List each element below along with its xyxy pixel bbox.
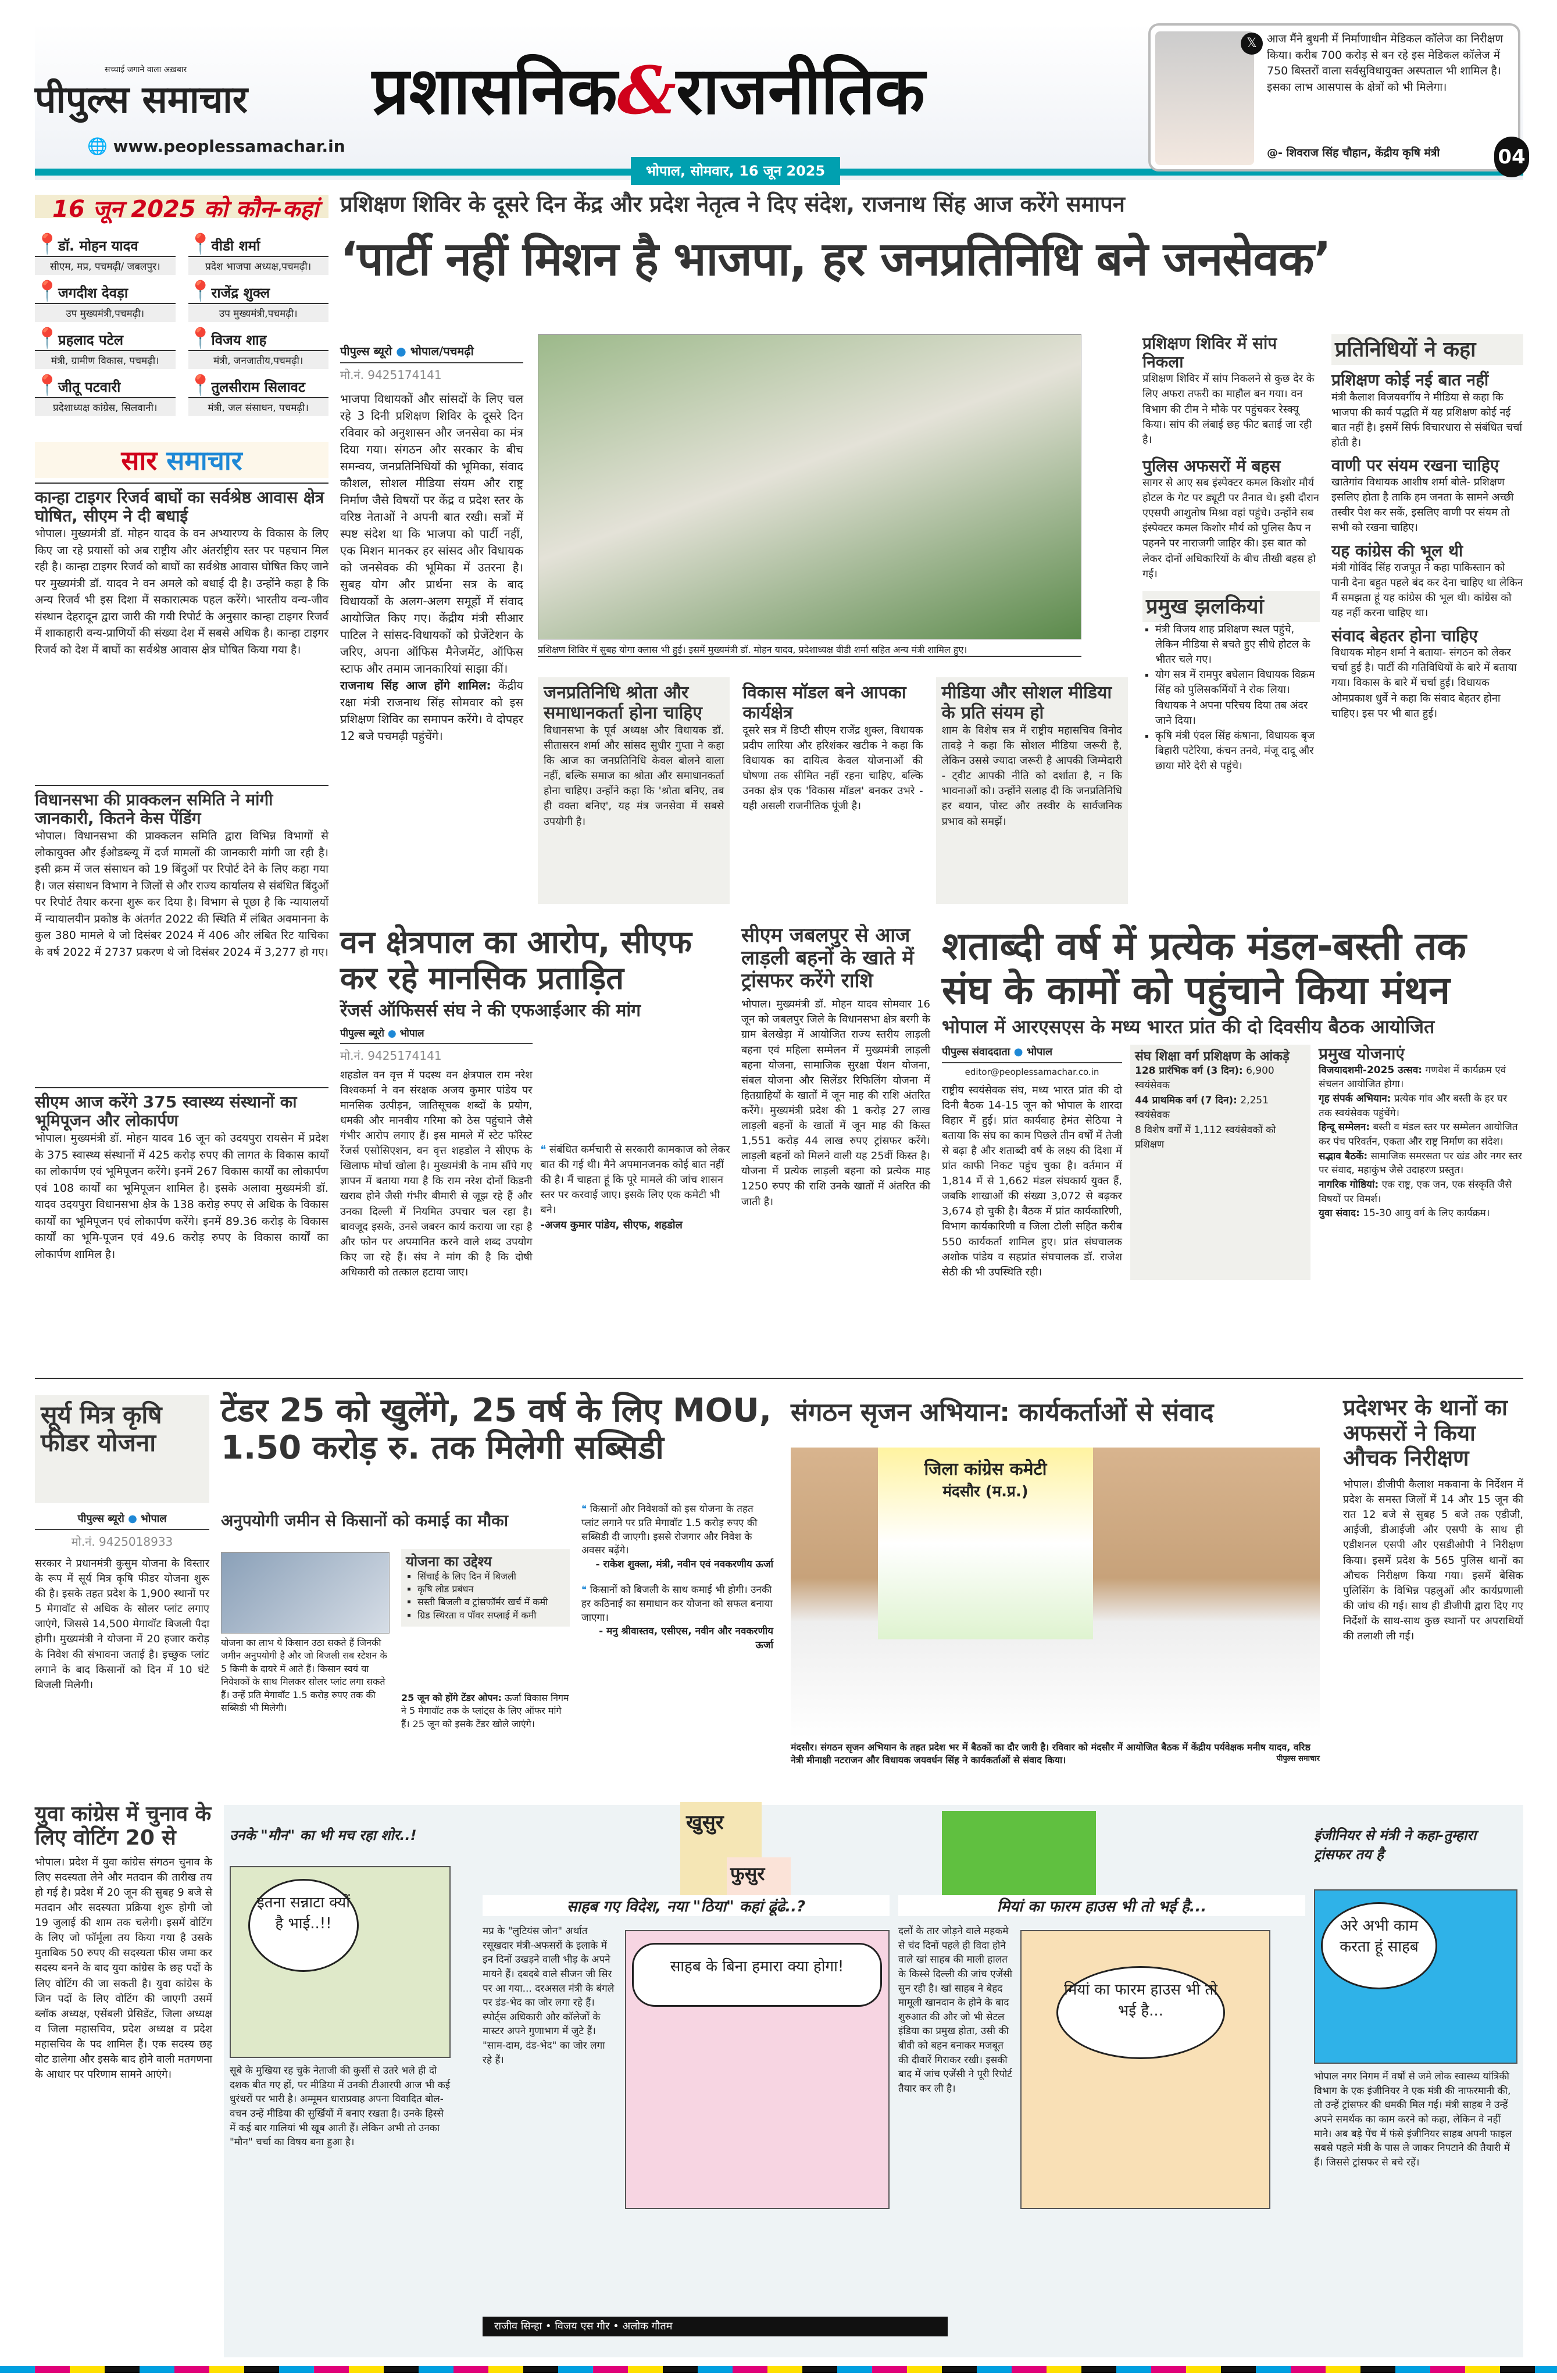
mobile: मो.नं. 9425174141 <box>340 368 442 382</box>
reps-list <box>1331 371 1523 721</box>
rep-item: प्रशिक्षण कोई नई बात नहीं मंत्री कैलाश विजयवर्गीय ने मीडिया से कहा कि भाजपा की कार्य पद्धति में यह प्रशिक्षण कोई नई बात नहीं है। इसमें सिर्फ विचारधारा से संबंधित चर्चा होती है। <box>1331 370 1523 449</box>
side-title: प्रशिक्षण शिविर में सांप निकला <box>1142 334 1277 372</box>
side-body: प्रशिक्षण शिविर में सांप निकलने से कुछ देर के लिए अफरा तफरी का माहौल बन गया। वन विभाग की टीम ने मौके पर पहुंचकर रेस्क्यू किया। सांप की लंबाई छह फीट बताई जा रही है। <box>1142 373 1315 446</box>
cartoon: अरे अभी काम करता हूं साहब <box>1314 1889 1517 2064</box>
photo-caption: प्रशिक्षण शिविर में सुबह योगा क्लास भी हुई। इसमें मुख्यमंत्री डॉ. मोहन यादव, प्रदेशाध्यक्ष वीडी शर्मा सहित अन्य मंत्री शामिल हुए। <box>538 643 1081 657</box>
story-body: भोपाल। विधानसभा की प्राक्कलन समिति द्वारा विभिन्न विभागों से लोकायुक्त और ईओडब्ल्यू में दर्ज मामलों की जानकारी मांगी जा रही है। इसी क्रम में जल संसाधन को 19 बिंदुओं पर रिपोर्ट देने के लिए कहा गया है। जल संसाधन विभाग ने जिलों से और राज्य कार्यालय से संबंधित बिंदुओं पर रिपोर्ट तैयार करना शुरू कर दिया है। विभाग से पूछा है कि न्यायालयों में न्यायालयीन प्रकोष्ठ के अंतर्गत 2022 की स्थिति में लंबित अवमानना के कुल 380 मामले थे जो दिसंबर 2024 में 406 और लंबित रिट याचिका के वर्ष 2022 में 2737 प्रकरण थे जो दिसंबर 2024 में 3,277 हो गए। <box>35 830 328 959</box>
who-where-item: 📍वीडी शर्मा प्रदेश भाजपा अध्यक्ष,पचमढ़ी। <box>188 233 329 275</box>
who-where-item: 📍प्रहलाद पटेल मंत्री, ग्रामीण विकास, पचमढ़ी। <box>35 327 176 369</box>
globe-icon: 🌐 <box>87 137 113 156</box>
website-link[interactable]: 🌐 www.peoplessamachar.in <box>87 137 345 156</box>
headline: प्रदेशभर के थानों का अफसरों ने किया औचक निरीक्षण <box>1343 1395 1508 1471</box>
mobile: मो.नं. 9425174141 <box>340 1048 442 1063</box>
sar-story-3 <box>35 1087 328 1263</box>
quote: ❝ संबंधित कर्मचारी से सरकारी कामकाज को लेकर बात की गई थी। मैने अपमानजनक कोई बात नहीं की है। मैं चाहता हूं कि पूरे मामले की जांच शासन स्तर पर करवाई जाए। इसके लिए एक कमेटी भी बने। <box>540 1143 730 1217</box>
side-title: पुलिस अफसरों में बहस <box>1142 456 1281 476</box>
story-body: भाजपा विधायकों और सांसदों के लिए चल रहे 3 दिनी प्रशिक्षण शिविर के दूसरे दिन रविवार को अनुशासन और जनसेवा का मंत्र दिया गया। संगठन और सरकार के बीच समन्वय, जनप्रतिनिधियों की भूमिका, संवाद कौशल, सोशल मीडिया संयम और राष्ट्र निर्माण जैसे विषयों पर केंद्र व प्रदेश स्तर के वरिष्ठ नेताओं ने अपनी बात रखी। सत्रों में स्पष्ट संदेश था कि भाजपा को पार्टी नहीं, एक मिशन मानकर हर सांसद और विधायक को जनसेवक की भूमिका में उतरना है। सुबह योग और प्रार्थना सत्र के बाद विधायकों के अलग-अलग समूहों में संवाद आयोजित किए गए। केंद्रीय मंत्री सीआर पाटिल ने सांसद-विधायकों को प्रेजेंटेशन के जरिए, अपना ऑफिस मैनेजमेंट, ऑफिस स्टाफ और तमाम जानकारियां साझा कीं। <box>340 392 523 676</box>
tweet-author: @- शिवराज सिंह चौहान, केंद्रीय कृषि मंत्री <box>1267 146 1440 159</box>
headline: सीएम आज करेंगे 375 स्वास्थ्य संस्थानों का भूमिपूजन और लोकार्पण <box>35 1087 328 1130</box>
gossip-item: मियां का फारम हाउस भी तो भई है... दलों के तार जोड़ने वाले महकमे से चंद दिनों पहले ही विदा होने वाले खां साहब की माली हालत के किस्से दिल्ली की जांच एजेंसी सुन रही है। खां साहब ने बेहद मामूली खानदान के होने के बाद शुरुआत की और जो भी सेटल इंडिया का प्रमुख होता, उसी की बीवी को बहन बनाकर मजबूत की दीवारें गिराकर रखी। इसकी बाद में जांच एजेंसी ने पूरी रिपोर्ट तैयार कर ली है। मियां का फारम हाउस भी तो भई है... <box>898 1895 1305 1916</box>
location-pin-icon: 📍 <box>35 374 60 397</box>
cartoon: साहब के बिना हमारा क्या होगा! <box>625 1930 890 2209</box>
side-column <box>1142 334 1320 774</box>
highlight-item: ▪ कृषि मंत्री एंदल सिंह कंषाना, विधायक बृज बिहारी पटेरिया, कंचन तनवे, मंजू दादू और छाया मोरे देरी से पहुंचे। <box>1155 728 1320 774</box>
congress-headline: संगठन सृजन अभियान: कार्यकर्ताओं से संवाद <box>791 1398 1214 1427</box>
banner: जिला कांग्रेस कमेटी मंदसौर (म.प्र.) <box>878 1448 1093 1639</box>
solar-panel-photo <box>221 1552 390 1634</box>
solar-quotes <box>581 1503 773 1664</box>
story-body: भोपाल। मुख्यमंत्री डॉ. मोहन यादव सोमवार 16 जून को जबलपुर जिले के विधानसभा क्षेत्र बरगी के ग्राम बेलखेड़ा में आयोजित राज्य स्तरीय लाड़ली बहना एवं महिला सम्मेलन में मुख्यमंत्री लाड़ली बहना योजना, सामाजिक सुरक्षा पेंशन योजना, संबल योजना और सिलेंडर रिफिलिंग योजना में हितग्राहियों के खातों में जून माह की राशि अंतरित करेंगे। मुख्यमंत्री प्रदेश की 1 करोड़ 27 लाख लाड़ली बहनों के खातों में जून माह की किस्त 1,551 करोड़ 44 लाख रुपए ट्रांसफर करेंगे। लाड़ली बहनों को मिलने वाली यह 25वीं किस्त है। योजना में प्रत्येक लाड़ली बहना को प्रत्येक माह 1250 रुपए की राशि उनके खातों में अंतरित की जाती है। <box>741 998 930 1208</box>
plan-item: सद्भाव बैठकें: सामाजिक समरसता पर खंड और नगर स्तर पर संवाद, महाकुंभ जैसे उदाहरण प्रस्तुत। <box>1319 1150 1522 1177</box>
cartoon: मियां का फारम हाउस भी तो भई है... <box>1020 1930 1270 2209</box>
section-title: प्रशासनिक&राजनीतिक <box>372 53 925 129</box>
logo[interactable]: पीपुल्स समाचार <box>35 78 248 121</box>
email[interactable]: editor@peoplessamachar.co.in <box>965 1066 1099 1077</box>
location-pin-icon: 📍 <box>188 280 213 303</box>
quote-icon: ❝ <box>581 1584 590 1596</box>
stat-item: 44 प्राथमिक वर्ग (7 दिन): 2,251 स्वयंसेवक <box>1135 1094 1269 1121</box>
location-pin-icon: 📍 <box>35 280 60 303</box>
headline: सीएम जबलपुर से आज लाड़ली बहनों के खाते में ट्रांसफर करेंगे राशि <box>741 924 914 993</box>
byline: पीपुल्स ब्यूरो ● भोपाल/पचमढ़ी <box>340 343 523 363</box>
police-story <box>1343 1395 1523 1644</box>
tweet-text: आज मैंने बुधनी में निर्माणाधीन मेडिकल कॉलेज का निरीक्षण किया। करीब 700 करोड़ से बन रहे इस मेडिकल कॉलेज में 750 बिस्तरों वाला सर्वसुविधायुक्त अस्पताल भी शामिल है। इसका लाभ आसपास के क्षेत्रों को भी मिलेगा। <box>1267 33 1504 94</box>
headline: विधानसभा की प्राक्कलन समिति ने मांगी जानकारी, कितने केस पेंडिंग <box>35 785 328 828</box>
plan-item: हिन्दू सम्मेलन: बस्ती व मंडल स्तर पर सम्मेलन आयोजित कर पंच परिवर्तन, एकता और राष्ट्र निर्माण का संदेश। <box>1319 1121 1518 1148</box>
who-where-title: 16 जून 2025 को कौन-कहां <box>52 196 319 223</box>
headline: युवा कांग्रेस में चुनाव के लिए वोटिंग 20 से <box>35 1802 212 1850</box>
gossip-title-2: फुसुर <box>727 1857 791 1904</box>
location-pin-icon: 📍 <box>35 233 60 256</box>
quote-author: -अजय कुमार पांडेय, सीएफ, शहडोल <box>540 1219 683 1232</box>
gossip-footer: राजीव सिन्हा • विजय एस गौर • अलोक गौतम <box>483 2317 948 2336</box>
lead-headline: ‘पार्टी नहीं मिशन है भाजपा, हर जनप्रतिनिधि बने जनसेवक’ <box>340 232 1331 286</box>
goal-item: ▪ सस्ती बिजली व ट्रांसफॉर्मर खर्च में कमी <box>417 1596 565 1609</box>
date-badge: भोपाल, सोमवार, 16 जून 2025 <box>631 157 840 185</box>
congress-photo <box>791 1448 1320 1738</box>
lead-article <box>340 343 523 745</box>
story-body: भोपाल। मुख्यमंत्री डॉ. मोहन यादव के वन अभ्यारण्य के विकास के लिए किए जा रहे प्रयासों को अब राष्ट्रीय और अंतर्राष्ट्रीय स्तर पर पहचान मिल रही है। कान्हा टाइगर रिजर्व को बाघों का सर्वश्रेष्ठ आवास घोषित किए जाने पर मुख्यमंत्री डॉ. यादव ने वन अमले को बधाई दी है। उन्होंने कहा है कि अन्य रिजर्व भी इस दिशा में सकारात्मक पहल करेंगे। भारतीय वन्य-जीव संस्थान देहरादून द्वारा जारी की गयी रिपोर्ट के अनुसार कान्हा टाइगर रिजर्व में शाकाहारी वन्य-प्राणियों की संख्या देश में सबसे अधिक है। कान्हा टाइगर रिजर्व को देश में बाघों का सर्वश्रेष्ठ आवास क्षेत्र घोषित किया गया है। <box>35 527 328 656</box>
side-body: सागर से आए सब इंस्पेक्टर कमल किशोर मौर्य होटल के गेट पर ड्यूटी पर तैनात थे। इसी दौरान एएसपी आशुतोष मिश्रा वहां पहुंचे। उन्होंने सब इंस्पेक्टर कमल किशोर मौर्य को पुलिस कैप न पहनने पर नाराजगी जाहिर की। इस बात को लेकर दोनों अधिकारियों के बीच तीखी बहस हो गई। <box>1142 477 1319 580</box>
highlight-item: ▪ योग सत्र में रामपुर बघेलान विधायक विक्रम सिंह को पुलिसकर्मियों ने रोक लिया। विधायक ने अपना परिचय दिया तब अंदर जाने दिया। <box>1155 667 1320 728</box>
highlights-title: प्रमुख झलकियां <box>1142 591 1320 622</box>
solar-label: सूर्य मित्र कृषि फीडर योजना <box>35 1395 209 1503</box>
rep-item: यह कांग्रेस की भूल थी मंत्री गोविंद सिंह राजपूत ने कहा पाकिस्तान को पानी देना बहुत पहले बंद कर देना चाहिए था लेकिन मैं समझता हूं यह कांग्रेस की भूल थी। कांग्रेस को यह नहीं करना चाहिए था। <box>1331 541 1523 619</box>
goal-item: ▪ ग्रिड स्थिरता व पॉवर सप्लाई में कमी <box>417 1609 565 1622</box>
story-body: भोपाल। डीजीपी कैलाश मकवाना के निर्देशन में प्रदेश के समस्त जिलों में 14 और 15 जून की रात 12 बजे से सुबह 5 बजे तक एडीजी, आईजी, डीआईजी और एसपी के साथ ही एडीशनल एसपी और एसडीओपी ने निरीक्षण किया। इसमें प्रदेश के 565 पुलिस थानों का औचक निरीक्षण किया गया। इसमें बेसिक पुलिसिंग के विभिन्न पहलुओं और कार्यप्रणाली की जांच की गई। साथ ही डीजीपी द्वारा दिए गए निर्देशों के साथ-साथ कुछ स्थानों पर अपराधियों की तलाशी ली गई। <box>1343 1478 1523 1642</box>
sar-samachar-title: सार समाचार <box>35 442 328 478</box>
goal-item: ▪ कृषि लोड प्रबंधन <box>417 1583 565 1596</box>
plan-item: युवा संवाद: 15-30 आयु वर्ग के लिए कार्यक्रम। <box>1319 1207 1490 1220</box>
highlight-item: ▪ मंत्री विजय शाह प्रशिक्षण स्थल पहुंचे, लेकिन मीडिया से बचते हुए सीधे होटल के भीतर चले गए। <box>1155 622 1320 667</box>
plan-item: विजयादशमी-2025 उत्सव: गणवेश में कार्यक्रम एवं संचलन आयोजित होगा। <box>1319 1064 1506 1091</box>
subhead: राजनाथ सिंह आज होंगे शामिल: <box>340 678 491 692</box>
sar-story-1 <box>35 483 328 658</box>
rss-story: शताब्दी वर्ष में प्रत्येक मंडल-बस्ती तक संघ के कामों को पहुंचाने किया मंथन भोपाल में आरएसएस के मध्य भारत प्रांत की दो दिवसीय बैठक आयोजित पीपुल्स संवाददाता ● भोपाल editor@peoplessamachar.co.in राष्ट्रीय स्वयंसेवक संघ, मध्य भारत प्रांत की दो दिनी बैठक 14-15 जून को भोपाल के शारदा विहार में हुई। प्रांत कार्यवाह हेमंत सेठिया ने बताया कि संघ का काम पिछले तीन वर्षों में तेजी से बढ़ा है और शताब्दी वर्ष के लक्ष्य की दिशा में प्रांत काफी निकट पहुंच चुका है। वर्तमान में 1,814 में से 1,662 मंडल संघकार्य युक्त हैं, जबकि शाखाओं की संख्या 3,072 से बढ़कर 3,674 हो चुकी है। बैठक में प्रांत कार्यकारिणी, विभाग कार्यकारिणी व जिला टोली सहित करीब 550 कार्यकर्ता शामिल हुए। प्रांत संघचालक अशोक पांडेय व सहप्रांत संघचालक डॉ. राजेश सेठी की भी उपस्थिति रही। संघ शिक्षा वर्ग प्रशिक्षण के आंकड़े 128 प्रारंभिक वर्ग (3 दिन): 6,900 स्वयंसेवक 44 प्राथमिक वर्ग (7 दिन): 2,251 स्वयंसेवक 8 विशेष वर्गों में 1,112 स्वयंसेवकों को प्रशिक्षण प्रमुख योजनाएं विजयादशमी-2025 उत्सव: गणवेश में कार्यक्रम एवं संचलन आयोजित होगा। गृह संपर्क अभियान: प्रत्येक गांव और बस्ती के हर घर तक स्वयंसेवक पहुंचेंगे। हिन्दू सम्मेलन: बस्ती व मंडल स्तर पर सम्मेलन आयोजित कर पंच परिवर्तन, एकता और राष्ट्र निर्माण का संदेश। सद्भाव बैठकें: सामाजिक समरसता पर खंड और नगर स्तर पर संवाद, महाकुंभ जैसे उदाहरण प्रस्तुत। नागरिक गोष्ठियां: एक राष्ट्र, एक जन, एक संस्कृति जैसे विषयों पर विमर्श। युवा संवाद: 15-30 आयु वर्ग के लिए कार्यक्रम। <box>942 924 1523 1280</box>
subhead: भोपाल में आरएसएस के मध्य भारत प्रांत की दो दिवसीय बैठक आयोजित <box>942 1015 1435 1038</box>
gossip-logo-cartoon <box>942 1811 1096 1895</box>
lead-box: विकास मॉडल बने आपका कार्यक्षेत्र दूसरे सत्र में डिप्टी सीएम राजेंद्र शुक्ल, विधायक प्रदीप लारिया और हरिशंकर खटीक ने कहा कि विधायक का दायित्व केवल योजनाओं की घोषणा तक सीमित नहीं रहना चाहिए, बल्कि उनका क्षेत्र एक 'विकास मॉडल' बनकर उभरे - यही असली राजनीतिक पूंजी है। <box>742 682 923 813</box>
who-where-item: 📍विजय शाह मंत्री, जनजातीय,पचमढ़ी। <box>188 327 329 369</box>
page-number: 04 <box>1494 137 1529 177</box>
story-body: भोपाल। प्रदेश में युवा कांग्रेस संगठन चुनाव के लिए सदस्यता लेने और मतदान की तारीख तय हो गई है। प्रदेश में 20 जून की सुबह 9 बजे से मतदान और सदस्यता प्रक्रिया शुरू होगी जो 19 जुलाई की शाम तक चलेगी। इसमें वोटिंग के लिए जो फॉर्मूला तय किया गया है उसके मुताबिक 50 रुपए की सदस्यता फीस जमा कर सदस्य बनने के बाद युवा कांग्रेस के छह पदों के लिए वोटिंग की जा सकती है। युवा कांग्रेस के जिन पदों के लिए वोटिंग की जाएगी उसमें ब्लॉक अध्यक्ष, एसेंबली प्रेसिडेंट, जिला अध्यक्ष व जिला महासचिव, प्रदेश अध्यक्ष व प्रदेश महासचिव के पद शामिल हैं। एक सदस्य छह वोट डालेगा और इसके बाद होने वाली मतगणना के आधार पर परिणाम सामने आएंगे। <box>35 1856 212 2081</box>
who-where-list <box>35 233 328 416</box>
plan-item: नागरिक गोष्ठियां: एक राष्ट्र, एक जन, एक संस्कृति जैसे विषयों पर विमर्श। <box>1319 1178 1512 1205</box>
story-body: सरकार ने प्रधानमंत्री कुसुम योजना के विस्तार के रूप में सूर्य मित्र कृषि फीडर योजना शुरू की है। इसके तहत प्रदेश के 1,900 स्थानों पर 5 मेगावॉट से अधिक के सोलर प्लांट लगाए जाएंगे, जिससे 14,500 मेगावॉट बिजली पैदा होगी। मुख्यमंत्री ने योजना में 20 हजार करोड़ के निवेश की संभावना जताई है। इच्छुक प्लांट लगाने के बाद किसानों को दिन में 10 घंटे बिजली मिलेगी। <box>35 1557 209 1691</box>
plan-item: गृह संपर्क अभियान: प्रत्येक गांव और बस्ती के हर घर तक स्वयंसेवक पहुंचेंगे। <box>1319 1093 1508 1119</box>
quote: ❝ किसानों को बिजली के साथ कमाई भी होगी। उनकी हर कठिनाई का समाधान कर योजना को सफल बनाया जाएगा। - मनु श्रीवास्तव, एसीएस, नवीन और नवकरणीय ऊर्जा <box>581 1584 773 1652</box>
gossip-item: इंजीनियर से मंत्री ने कहा-तुम्हारा ट्रांसफर तय है अरे अभी काम करता हूं साहब भोपाल नगर निगम में वर्षों से जमे लोक स्वास्थ्य यांत्रिकी विभाग के एक इंजीनियर ने एक मंत्री की नाफरमानी की, तो उन्हें ट्रांसफर की धमकी मिल गई। मंत्री साहब ने उन्हें अपने समर्थक का काम करने को कहा, लेकिन वे नहीं माने। अब बड़े पेंच में फंसे इंजीनियर साहब अपनी फाइल सबसे पहले मंत्री के पास ले जाकर निपटाने की तैयारी में हैं। जिससे ट्रांसफर से बचे रहें। <box>1314 1825 1517 1864</box>
location-pin-icon: 📍 <box>35 327 60 350</box>
story-body: शहडोल वन वृत्त में पदस्थ वन क्षेत्रपाल राम नरेश विश्वकर्मा ने वन संरक्षक अजय कुमार पांडेय पर मानसिक उत्पीड़न, जातिसूचक शब्दों के प्रयोग, धमकी और मानवीय गरिमा को ठेस पहुंचाने जैसे गंभीर आरोप लगाए हैं। इस मामले में स्टेट फॉरेस्ट रेंजर्स एसोसिएशन, वन वृत्त शहडोल ने सीएफ के खिलाफ मोर्चा खोला है। मुख्यमंत्री के नाम सौंपे गए ज्ञापन में बताया गया है कि राम नरेश दोनों किडनी खराब होने जैसी गंभीर बीमारी से जूझ रहे हैं और उनका दिल्ली में नियमित उपचार चल रहा है। बावजूद इसके, उनसे जबरन कार्य कराया जा रहा है और फोन पर अपमानित करने वाले शब्द उपयोग किए जा रहे हैं। संघ ने मांग की है कि दोषी अधिकारी को तत्काल हटाया जाए। <box>340 1069 533 1278</box>
subbody: केंद्रीय रक्षा मंत्री राजनाथ सिंह सोमवार को इस प्रशिक्षण शिविर का समापन करेंगे। वे दोपहर 12 बजे पचमढ़ी पहुंचेंगे। <box>340 678 524 743</box>
mobile: मो.नं. 9425018933 <box>71 1535 173 1549</box>
tagline: सच्चाई जगाने वाला अख़बार <box>105 65 187 74</box>
gossip-item: साहब गए विदेश, नया "ठिया" कहां ढूंढे..? मप्र के "लुटियंस जोन" अर्थात रसूखदार मंत्री-अफसरों के इलाके में इन दिनों उखड़ने वाली भीड़ के अपने मायने हैं। दबदबे वाले सीजन जी सिर पर आ गया... दरअसल मंत्री के बंगले पर डंड-भेद का जोर लगा रहे हैं। स्पोर्ट्स अधिकारी और कॉलेजों के मास्टर अपने गुणाभाग में जुटे हैं। "साम-दाम, दंड-भेद" का जोर लगा रहे हैं। साहब के बिना हमारा क्या होगा! <box>483 1895 890 1916</box>
quote-icon: ❝ <box>540 1143 549 1156</box>
yoga-photo <box>538 334 1081 639</box>
headline: वन क्षेत्रपाल का आरोप, सीएफ कर रहे मानसिक प्रताड़ित <box>340 924 692 997</box>
solar-subhead: अनुपयोगी जमीन से किसानों को कमाई का मौका <box>221 1511 509 1530</box>
tender-open: 25 जून को होंगे टेंडर ओपन: ऊर्जा विकास निगम ने 5 मेगावॉट तक के प्लांट्स के लिए ऑफर मांगे हैं। 25 जून को इसके टेंडर खोले जाएंगे। <box>401 1692 569 1729</box>
congress-caption: मंदसौर। संगठन सृजन अभियान के तहत प्रदेश भर में बैठकों का दौर जारी है। रविवार को मंदसौर में आयोजित बैठक में केंद्रीय पर्यवेक्षक मनीष यादव, वरिष्ठ नेत्री मीनाक्षी नटराजन और विधायक जयवर्धन सिंह ने कार्यकर्ताओं से संवाद किया। पीपुल्स समाचार <box>791 1742 1320 1766</box>
stats-box: संघ शिक्षा वर्ग प्रशिक्षण के आंकड़े 128 प्रारंभिक वर्ग (3 दिन): 6,900 स्वयंसेवक 44 प्राथमिक वर्ग (7 दिन): 2,251 स्वयंसेवक 8 विशेष वर्गों में 1,112 स्वयंसेवकों को प्रशिक्षण <box>1130 1045 1310 1280</box>
gossip-item: उनके "मौन" का भी मच रहा शोर..! इतना सन्नाटा क्यों है भाई..!! सूबे के मुखिया रह चुके नेताजी की कुर्सी से उतरे भले ही दो दशक बीत गए हों, पर मीडिया में उनकी टीआरपी आज भी कई धुरंधरों पर भारी है। अम्मूमन धाराप्रवाह अपना विवादित बोल-वचन उन्हें मीडिया की सुर्खियों में बनाए रखता है। उनके हिस्से में कई बार गालियां भी खूब आती हैं। लेकिन अभी तो उनका "मौन" चर्चा का विषय बना हुआ है। <box>230 1827 451 2149</box>
stat-item: 8 विशेष वर्गों में 1,112 स्वयंसेवकों को प्रशिक्षण <box>1135 1124 1276 1151</box>
highlights-list <box>1142 622 1320 774</box>
story-body: भोपाल। मुख्यमंत्री डॉ. मोहन यादव 16 जून को उदयपुरा रायसेन में प्रदेश के 375 स्वास्थ्य संस्थानों में 425 करोड़ रुपए की लागत के विकास कार्यों का लोकार्पण एवं भूमिपूजन करेंगे। इनमें 267 विकास कार्यों का लोकार्पण एवं 108 कार्यों का भूमिपूजन शामिल है। इसके अलावा मुख्यमंत्री डॉ. यादव उदयपुरा विधानसभा क्षेत्र के 138 करोड़ रुपए से अधिक के विकास कार्यों का भूमिपूजन एवं लोकार्पण करेंगे। इनमें 89.36 करोड़ के विकास कार्यों का भूमि-पूजन एवं 49.6 करोड़ रुपए के विकास कार्यों का लोकार्पण शामिल है। <box>35 1132 328 1261</box>
who-where-item: 📍तुलसीराम सिलावट मंत्री, जल संसाधन, पचमढ़ी। <box>188 374 329 416</box>
headline: कान्हा टाइगर रिजर्व बाघों का सर्वश्रेष्ठ आवास क्षेत्र घोषित, सीएम ने दी बधाई <box>35 483 328 526</box>
location-pin-icon: 📍 <box>188 374 213 397</box>
rep-item: वाणी पर संयम रखना चाहिए खातेगांव विधायक आशीष शर्मा बोले- प्रशिक्षण इसलिए होता है ताकि हम जनता के सामने अच्छी तस्वीर पेश कर सकें, इसलिए वाणी पर संयम तो सभी को रखना चाहिए। <box>1331 455 1514 534</box>
story-body: राष्ट्रीय स्वयंसेवक संघ, मध्य भारत प्रांत की दो दिनी बैठक 14-15 जून को भोपाल के शारदा विहार में हुई। प्रांत कार्यवाह हेमंत सेठिया ने बताया कि संघ का काम पिछले तीन वर्षों में तेजी से बढ़ा है और शताब्दी वर्ष के लक्ष्य की दिशा में प्रांत काफी निकट पहुंच चुका है। वर्तमान में 1,814 में से 1,662 मंडल संघकार्य युक्त हैं, जबकि शाखाओं की संख्या 3,072 से बढ़कर 3,674 हो चुकी है। बैठक में प्रांत कार्यकारिणी, विभाग कार्यकारिणी व जिला टोली सहित करीब 550 कार्यकर्ता शामिल हुए। प्रांत संघचालक अशोक पांडेय व सहप्रांत संघचालक डॉ. राजेश सेठी की भी उपस्थिति रही। <box>942 1084 1122 1278</box>
goal-item: ▪ सिंचाई के लिए दिन में बिजली <box>417 1570 565 1583</box>
quote-icon: ❝ <box>581 1503 590 1515</box>
stat-item: 128 प्रारंभिक वर्ग (3 दिन): 6,900 स्वयंसेवक <box>1135 1064 1274 1092</box>
headline: शताब्दी वर्ष में प्रत्येक मंडल-बस्ती तक संघ के कामों को पहुंचाने किया मंथन <box>942 924 1466 1013</box>
solar-headline: टेंडर 25 को खुलेंगे, 25 वर्ष के लिए MOU, 1.50 करोड़ रु. तक मिलेगी सब्सिडी <box>221 1392 772 1467</box>
divider <box>35 1378 1523 1379</box>
who-where-item: 📍जगदीश देवड़ा उप मुख्यमंत्री,पचमढ़ी। <box>35 280 176 322</box>
goals-box: योजना का उद्देश्य ▪ सिंचाई के लिए दिन में बिजली ▪ कृषि लोड प्रबंधन ▪ सस्ती बिजली व ट्रांसफॉर्मर खर्च में कमी ▪ ग्रिड स्थिरता व पॉवर सप्लाई में कमी <box>401 1549 570 1627</box>
gossip-title: खुसुर <box>680 1802 762 1907</box>
who-where-item: 📍राजेंद्र शुक्ल उप मुख्यमंत्री,पचमढ़ी। <box>188 280 329 322</box>
reps-title: प्रतिनिधियों ने कहा <box>1331 334 1523 365</box>
plans-box: प्रमुख योजनाएं विजयादशमी-2025 उत्सव: गणवेश में कार्यक्रम एवं संचलन आयोजित होगा। गृह संपर्क अभियान: प्रत्येक गांव और बस्ती के हर घर तक स्वयंसेवक पहुंचेंगे। हिन्दू सम्मेलन: बस्ती व मंडल स्तर पर सम्मेलन आयोजित कर पंच परिवर्तन, एकता और राष्ट्र निर्माण का संदेश। सद्भाव बैठकें: सामाजिक समरसता पर खंड और नगर स्तर पर संवाद, महाकुंभ जैसे उदाहरण प्रस्तुत। नागरिक गोष्ठियां: एक राष्ट्र, एक जन, एक संस्कृति जैसे विषयों पर विमर्श। युवा संवाद: 15-30 आयु वर्ग के लिए कार्यक्रम। <box>1319 1045 1522 1280</box>
lead-boxes <box>538 677 1128 904</box>
location-pin-icon: 📍 <box>188 233 213 256</box>
location-pin-icon: 📍 <box>188 327 213 350</box>
sar-story-2 <box>35 785 328 960</box>
subhead: रेंजर्स ऑफिसर्स संघ ने की एफआईआर की मांग <box>340 1000 641 1021</box>
reps-column <box>1331 334 1523 721</box>
lead-kicker: प्रशिक्षण शिविर के दूसरे दिन केंद्र और प्रदेश नेतृत्व ने दिए संदेश, राजनाथ सिंह आज करेंगे समापन <box>340 191 1125 217</box>
x-logo-icon: 𝕏 <box>1241 33 1263 55</box>
photo-caption: योजना का लाभ ये किसान उठा सकते हैं जिनकी जमीन अनुपयोगी है और जो बिजली सब स्टेशन के 5 किमी के दायरे में आते हैं। किसान स्वयं या निवेशकों के साथ मिलकर सोलर प्लांट लगा सकते हैं। उन्हें प्रति मेगावॉट 1.5 करोड़ रुपए तक की सब्सिडी भी मिलेगी। <box>221 1637 387 1713</box>
ranger-story: वन क्षेत्रपाल का आरोप, सीएफ कर रहे मानसिक प्रताड़ित रेंजर्स ऑफिसर्स संघ ने की एफआईआर की मांग पीपुल्स ब्यूरो ● भोपाल मो.नं. 9425174141 शहडोल वन वृत्त में पदस्थ वन क्षेत्रपाल राम नरेश विश्वकर्मा ने वन संरक्षक अजय कुमार पांडेय पर मानसिक उत्पीड़न, जातिसूचक शब्दों के प्रयोग, धमकी और मानवीय गरिमा को ठेस पहुंचाने जैसे गंभीर आरोप लगाए हैं। इस मामले में स्टेट फॉरेस्ट रेंजर्स एसोसिएशन, वन वृत्त शहडोल ने सीएफ के खिलाफ मोर्चा खोला है। मुख्यमंत्री के नाम सौंपे गए ज्ञापन में बताया गया है कि राम नरेश दोनों किडनी खराब होने जैसी गंभीर बीमारी से जूझ रहे हैं और उनका दिल्ली में नियमित उपचार चल रहा है। बावजूद इसके, उनसे जबरन कार्य कराया जा रहा है और फोन पर अपमानित करने वाले शब्द उपयोग किए जा रहे हैं। संघ ने मांग की है कि दोषी अधिकारी को तत्काल हटाया जाए। ❝ संबंधित कर्मचारी से सरकारी कामकाज को लेकर बात की गई थी। मैने अपमानजनक कोई बात नहीं की है। मैं चाहता हूं कि पूरे मामले की जांच शासन स्तर पर करवाई जाए। इसके लिए एक कमेटी भी बने। -अजय कुमार पांडेय, सीएफ, शहडोल <box>340 924 733 1280</box>
who-where-item: 📍जीतू पटवारी प्रदेशाध्यक्ष कांग्रेस, सिलवानी। <box>35 374 176 416</box>
solar-article: पीपुल्स ब्यूरो ● भोपाल मो.नं. 9425018933 सरकार ने प्रधानमंत्री कुसुम योजना के विस्तार के रूप में सूर्य मित्र कृषि फीडर योजना शुरू की है। इसके तहत प्रदेश के 1,900 स्थानों पर 5 मेगावॉट से अधिक के सोलर प्लांट लगाए जाएंगे, जिससे 14,500 मेगावॉट बिजली पैदा होगी। मुख्यमंत्री ने योजना में 20 हजार करोड़ के निवेश की संभावना जताई है। इच्छुक प्लांट लगाने के बाद किसानों को दिन में 10 घंटे बिजली मिलेगी। <box>35 1511 209 1693</box>
lead-box: मीडिया और सोशल मीडिया के प्रति संयम हो शाम के विशेष सत्र में राष्ट्रीय महासचिव विनोद तावड़े ने कहा कि सोशल मीडिया जरूरी है, लेकिन उससे ज्यादा जरूरी है आपकी जिम्मेदारी - ट्वीट आपकी नीति को दर्शाता है, न कि भावनाओं को। उन्होंने सलाह दी कि जनप्रतिनिधि हर बयान, पोस्ट और तस्वीर के सार्वजनिक प्रभाव को समझें। <box>936 677 1128 904</box>
cartoon: इतना सन्नाटा क्यों है भाई..!! <box>230 1866 451 2058</box>
youth-story <box>35 1802 212 2082</box>
jabalpur-story <box>741 924 930 1210</box>
lead-box: जनप्रतिनिधि श्रोता और समाधानकर्ता होना चाहिए विधानसभा के पूर्व अध्यक्ष और विधायक डॉ. सीतासरन शर्मा और सांसद सुधीर गुप्ता ने कहा कि आज का जनप्रतिनिधि केवल बोलने वाला नहीं, बल्कि समाज का श्रोता और समाधानकर्ता होना चाहिए। उन्होंने कहा कि 'श्रोता बनिए, तब ही वक्ता बनिए', यह मंत्र जनसेवा में सबसे उपयोगी है। <box>538 677 730 904</box>
rep-item: संवाद बेहतर होना चाहिए विधायक मोहन शर्मा ने बताया- संगठन को लेकर चर्चा हुई है। पार्टी की गतिविधियों के बारे में बताया गया। विकास के बारे में चर्चा हुई। विधायक ओमप्रकाश धुर्वे ने कहा कि संवाद बेहतर होना चाहिए। इस पर भी बात हुई। <box>1331 626 1517 720</box>
color-registration-bar <box>0 2366 1557 2373</box>
tweet-box <box>1148 23 1520 171</box>
author-photo <box>1155 31 1254 165</box>
who-where-item: 📍डॉ. मोहन यादव सीएम, मप्र, पचमढ़ी/ जबलपुर। <box>35 233 176 275</box>
quote: ❝ किसानों और निवेशकों को इस योजना के तहत प्लांट लगाने पर प्रति मेगावॉट 1.5 करोड़ रुपए की सब्सिडी दी जाएगी। इससे रोजगार और निवेश के अवसर बढ़ेंगे। - राकेश शुक्ला, मंत्री, नवीन एवं नवकरणीय ऊर्जा <box>581 1503 773 1571</box>
